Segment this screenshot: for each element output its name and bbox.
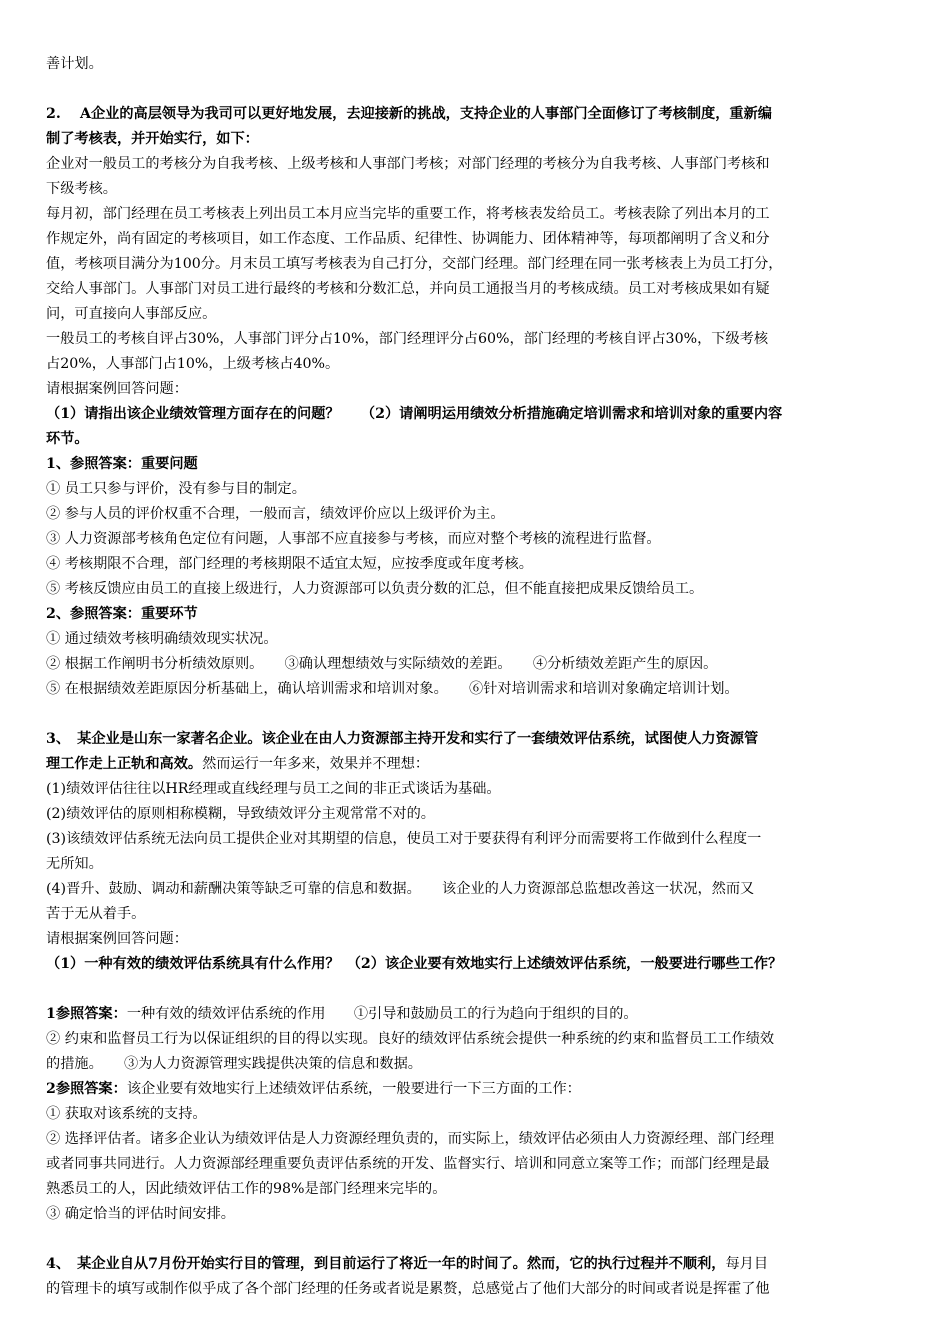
case-4-title-bold: 4、 某企业自从7月份开始实行目的管理，到目前运行了将近一年的时间了。然而，它的执行过程并不顺利，: [46, 1256, 726, 1272]
case-2-answer-1-item: ① 员工只参与评价，没有参与目的制定。: [46, 481, 306, 497]
case-3-answer-2-item: ① 获取对该系统的支持。: [46, 1106, 207, 1122]
case-3-answer-2-label: 2参照答案：: [46, 1081, 127, 1097]
case-2-answer-1-title: 1、参照答案：重要问题: [46, 456, 198, 472]
case-2-body-line: 下级考核。: [46, 181, 117, 197]
case-2-body-line: 值，考核项目满分为100分。月末员工填写考核表为自己打分，交部门经理。部门经理在同一张考核表上为员工打分，: [46, 256, 783, 272]
case-2-answer-2-item: ⑤ 在根据绩效差距原因分析基础上，确认培训需求和培训对象。 ⑥针对培训需求和培训对象确定培训计划。: [46, 681, 739, 697]
case-3-answer-2-item: 或者同事共同进行。人力资源部经理重要负责评估系统的开发、监督实行、培训和同意立案等工作；而部门经理是最: [46, 1156, 770, 1172]
case-3-answer-1-item: ② 约束和监督员工行为以保证组织的目的得以实现。良好的绩效评估系统会提供一种系统的约束和监督员工工作绩效: [46, 1031, 775, 1047]
case-4-title-tail: 每月目: [725, 1256, 769, 1272]
case-3-body-line: (2)绩效评估的原则相称模糊，导致绩效评分主观常常不对的。: [46, 806, 435, 822]
case-2-body-line: 问，可直接向人事部反应。: [46, 306, 217, 322]
case-4-body-line: 的管理卡的填写或制作似乎成了各个部门经理的任务或者说是累赘，总感觉占了他们大部分的时间或者说是挥霍了他: [46, 1281, 770, 1297]
case-2-body-line: 作规定外，尚有固定的考核项目，如工作态度、工作品质、纪律性、协调能力、团体精神等，每项都阐明了含义和分: [46, 231, 770, 247]
case-3-title-line: 3、 某企业是山东一家著名企业。该企业在由人力资源部主持开发和实行了一套绩效评估系统，试图使人力资源管: [46, 731, 759, 747]
case-3-body-line: 苦于无从着手。: [46, 906, 146, 922]
case-3-answer-2-line: [46, 1077, 910, 1102]
case-2-body-line: 一般员工的考核自评占30%，人事部门评分占10%，部门经理评分占60%，部门经理的考核自评占30%，下级考核: [46, 331, 769, 347]
case-2-body-line: 交给人事部门。人事部门对员工进行最终的考核和分数汇总，并向员工通报当月的考核成绩。员工对考核成果如有疑: [46, 281, 770, 297]
case-2-answer-2-title: 2、参照答案：重要环节: [46, 606, 198, 622]
case-3-body-line: (1)绩效评估往往以HR经理或直线经理与员工之间的非正式谈话为基础。: [46, 781, 501, 797]
case-3-answer-1-item: 的措施。 ③为人力资源管理实践提供决策的信息和数据。: [46, 1056, 422, 1072]
case-2-answer-1-item: ⑤ 考核反馈应由员工的直接上级进行，人力资源部可以负责分数的汇总，但不能直接把成果反馈给员工。: [46, 581, 704, 597]
case-2-question-line: （1）请指出该企业绩效管理方面存在的问题？ （2）请阐明运用绩效分析措施确定培训需求和培训对象的重要内容: [46, 406, 783, 422]
case-3-answer-2-item: ③ 确定恰当的评估时间安排。: [46, 1206, 235, 1222]
case-2-body-line: 企业对一般员工的考核分为自我考核、上级考核和人事部门考核；对部门经理的考核分为自我考核、人事部门考核和: [46, 156, 770, 172]
case-2-body-line: 请根据案例回答问题：: [46, 381, 188, 397]
case-2-answer-1-item: ③ 人力资源部考核角色定位有问题，人事部不应直接参与考核，而应对整个考核的流程进行监督。: [46, 531, 661, 547]
case-3-body-line: 无所知。: [46, 856, 103, 872]
case-3-title-tail: 然而运行一年多来，效果并不理想：: [202, 756, 430, 772]
case-2: [46, 102, 910, 702]
case-3-answer-1-line: [46, 1002, 910, 1027]
case-3-answer-2-item: ② 选择评估者。诸多企业认为绩效评估是人力资源经理负责的，而实际上，绩效评估必须由人力资源经理、部门经理: [46, 1131, 775, 1147]
case-2-title-line: 2. A企业的高层领导为我司可以更好地发展，去迎接新的挑战，支持企业的人事部门全面修订了考核制度，重新编: [46, 106, 772, 122]
case-4: [46, 1252, 910, 1302]
case-2-body-line: 每月初，部门经理在员工考核表上列出员工本月应当完毕的重要工作，将考核表发给员工。考核表除了列出本月的工: [46, 206, 770, 222]
case-3-answer-2-text: 该企业要有效地实行上述绩效评估系统，一般要进行一下三方面的工作：: [126, 1081, 581, 1097]
case-4-title-line: [46, 1252, 910, 1277]
case-3-question-line: （1）一种有效的绩效评估系统具有什么作用？ （2）该企业要有效地实行上述绩效评估系统，一般要进行哪些工作？: [46, 956, 783, 972]
case-2-answer-2-item: ① 通过绩效考核明确绩效现实状况。: [46, 631, 278, 647]
case-3-title-line: [46, 752, 910, 777]
case-3-answer-1-text: 一种有效的绩效评估系统的作用 ①引导和鼓励员工的行为趋向于组织的目的。: [126, 1006, 638, 1022]
case-2-title-line: 制了考核表，并开始实行，如下：: [46, 131, 259, 147]
case-2-answer-1-item: ④ 考核期限不合理，部门经理的考核期限不适宜太短，应按季度或年度考核。: [46, 556, 533, 572]
case-2-body-line: 占20%，人事部门占10%，上级考核占40%。: [46, 356, 340, 372]
case-3-answer-1-label: 1参照答案：: [46, 1006, 127, 1022]
case-2-answer-1-item: ② 参与人员的评价权重不合理，一般而言，绩效评价应以上级评价为主。: [46, 506, 505, 522]
continued-paragraph: 善计划。: [46, 56, 103, 72]
case-3-answer-2-item: 熟悉员工的人，因此绩效评估工作的98%是部门经理来完毕的。: [46, 1181, 447, 1197]
case-3-body-line: 请根据案例回答问题：: [46, 931, 188, 947]
case-2-answer-2-item: ② 根据工作阐明书分析绩效原则。 ③确认理想绩效与实际绩效的差距。 ④分析绩效差距产生的原因。: [46, 656, 718, 672]
case-2-question-line: 环节。: [46, 431, 89, 447]
case-3-title-bold: 理工作走上正轨和高效。: [46, 756, 203, 772]
case-3: [46, 727, 910, 1227]
case-3-body-line: (3)该绩效评估系统无法向员工提供企业对其期望的信息，使员工对于要获得有利评分而需要将工作做到什么程度一: [46, 831, 762, 847]
case-3-body-line: (4)晋升、鼓励、调动和薪酬决策等缺乏可靠的信息和数据。 该企业的人力资源部总监想改善这一状况，然而又: [46, 881, 755, 897]
